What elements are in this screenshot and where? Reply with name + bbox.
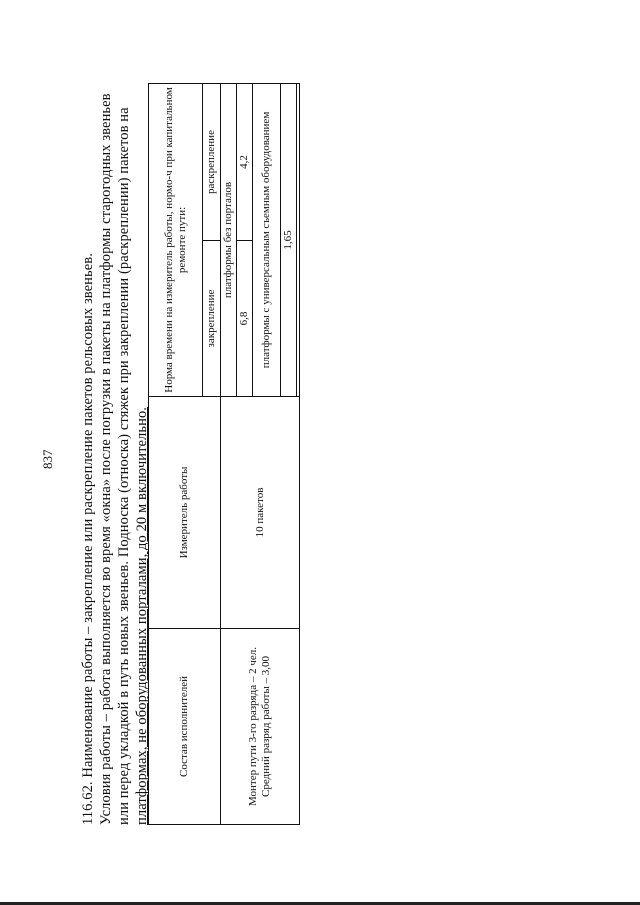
- norm-table: [148, 83, 300, 825]
- value-universal: 1,65: [281, 84, 297, 397]
- conditions-line-1: Условия работы – работа выполняется во время «окна» после погрузки в пакеты на платформы старогодных звеньев: [98, 93, 114, 825]
- header-crew: Состав исполнителей: [149, 629, 221, 825]
- table-empty-row: [297, 84, 300, 397]
- page-number: 837: [40, 449, 55, 469]
- crew-line: Средний разряд работы – 3,00: [260, 656, 272, 797]
- header-norm: Норма времени на измеритель работы, нормо-ч при капитальном ремонте пути:: [149, 84, 203, 397]
- section-label-no-portals: платформы без порталов: [221, 84, 237, 397]
- work-heading: 116.62. Наименование работы – закрепление или раскрепление пакетов рельсовых звеньев.: [80, 253, 96, 825]
- crew-line: Монтер пути 3-го разряда – 2 чел.: [247, 647, 260, 806]
- crew-cell: [221, 629, 300, 825]
- subheader-unfasten: раскрепление: [203, 84, 221, 241]
- value-unfasten-no-portals: 4,2: [237, 84, 253, 241]
- subheader-fasten: закрепление: [203, 241, 221, 397]
- conditions-line-3: платформах, не оборудованных порталами, до 20 м включительно.: [134, 406, 150, 825]
- header-meter: Измеритель работы: [149, 397, 221, 629]
- conditions-line-2: или перед укладкой в путь новых звеньев. Подноска (относка) стяжек при закреплении (раскреплении) пакетов на: [116, 107, 132, 825]
- value-fasten-no-portals: 6,8: [237, 241, 253, 397]
- meter-cell: 10 пакетов: [221, 397, 300, 629]
- section-label-universal: платформы с универсальным съемным оборудованием: [253, 84, 281, 397]
